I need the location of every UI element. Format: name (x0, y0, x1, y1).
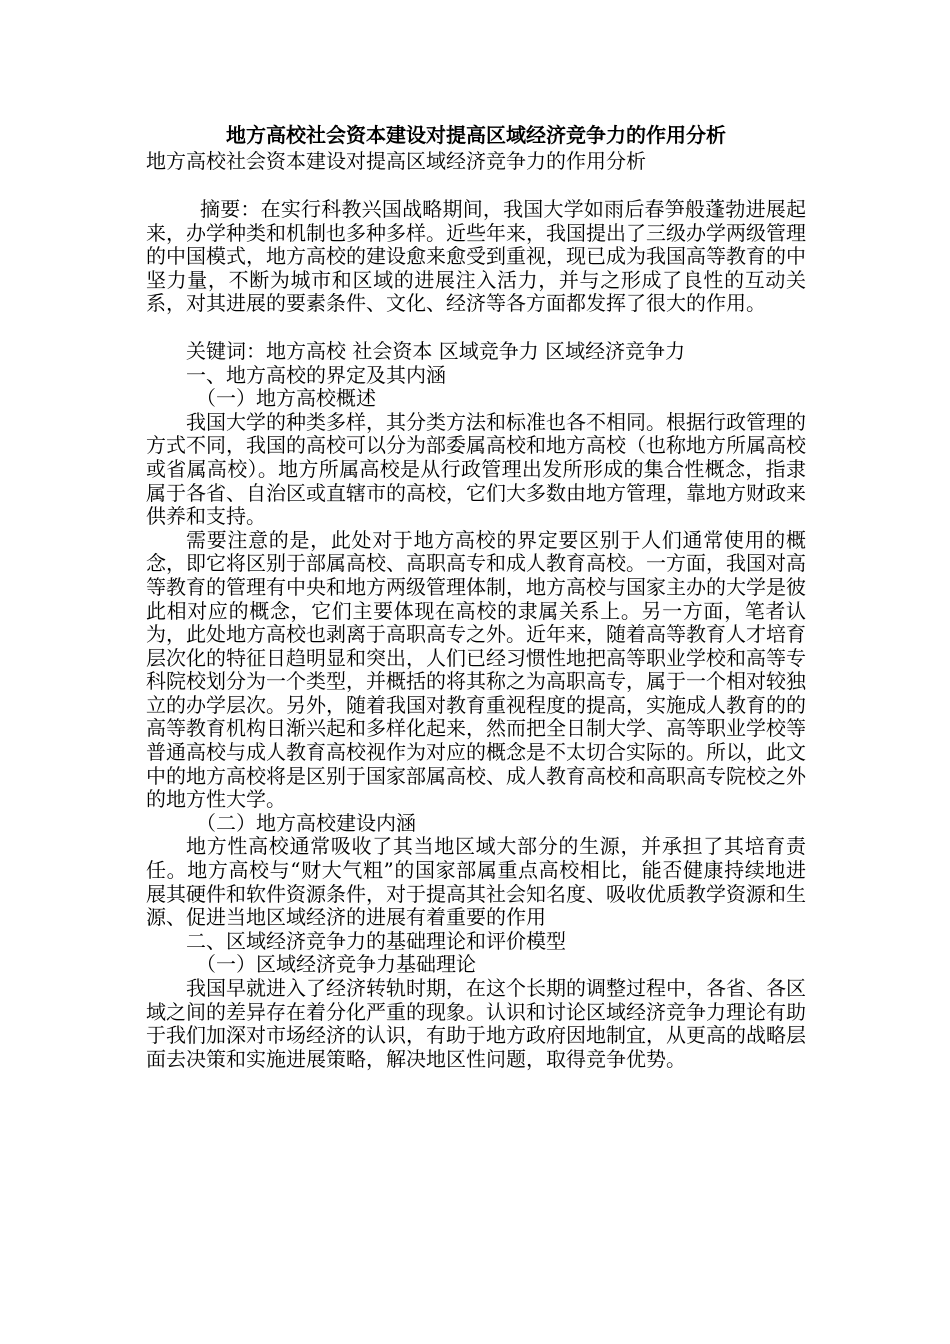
keywords-line: 关键词：地方高校 社会资本 区域竞争力 区域经济竞争力 (186, 338, 686, 363)
section-2-heading: 二、区域经济竞争力的基础理论和评价模型 (186, 928, 566, 953)
section-1-1-heading: （一）地方高校概述 (196, 386, 376, 411)
spacer (146, 316, 806, 340)
document-subtitle: 地方高校社会资本建设对提高区域经济竞争力的作用分析 (146, 149, 646, 173)
section-1-2-paragraph-1: 地方性高校通常吸收了其当地区域大部分的生源，并承担了其培育责任。地方高校与“财大气粗”的国家部属重点高校相比，能否健康持续地进展其硬件和软件资源条件，对于提高其社会知名度、吸收优质教学资源和生源、促进当地区域经济的进展有着重要的作用 (146, 834, 806, 930)
section-1-heading: 一、地方高校的界定及其内涵 (186, 362, 446, 387)
section-2-1-heading: （一）区域经济竞争力基础理论 (196, 952, 476, 977)
document-body (146, 122, 806, 1071)
spacer (146, 174, 806, 198)
document-title: 地方高校社会资本建设对提高区域经济竞争力的作用分析 (226, 123, 726, 147)
section-1-1-paragraph-1: 我国大学的种类多样，其分类方法和标准也各不相同。根据行政管理的方式不同，我国的高校可以分为部委属高校和地方高校（也称地方所属高校或省属高校）。地方所属高校是从行政管理出发所形成的集合性概念，指隶属于各省、自治区或直辖市的高校，它们大多数由地方管理，靠地方财政来供养和支持。 (146, 409, 806, 529)
section-1-2-heading: （二）地方高校建设内涵 (196, 810, 416, 835)
section-1-1-paragraph-2: 需要注意的是，此处对于地方高校的界定要区别于人们通常使用的概念，即它将区别于部属高校、高职高专和成人教育高校。一方面，我国对高等教育的管理有中央和地方两级管理体制，地方高校与国家主办的大学是彼此相对应的概念，它们主要体现在高校的隶属关系上。另一方面，笔者认为，此处地方高校也剥离于高职高专之外。近年来，随着高等教育人才培育层次化的特征日趋明显和突出，人们已经习惯性地把高等职业学校和高等专科院校划分为一个类型，并概括的将其称之为高职高专，属于一个相对较独立的办学层次。另外，随着我国对教育重视程度的提高，实施成人教育的的高等教育机构日渐兴起和多样化起来，然而把全日制大学、高等职业学校等普通高校与成人教育高校视作为对应的概念是不太切合实际的。所以，此文中的地方高校将是区别于国家部属高校、成人教育高校和高职高专院校之外的地方性大学。 (146, 527, 806, 812)
abstract-paragraph: 摘要：在实行科教兴国战略期间，我国大学如雨后春笋般蓬勃进展起来，办学种类和机制也多种多样。近些年来，我国提出了三级办学两级管理的中国模式，地方高校的建设愈来愈受到重视，现已成为我国高等教育的中坚力量，不断为城市和区域的进展注入活力，并与之形成了良性的互动关系，对其进展的要素条件、文化、经济等各方面都发挥了很大的作用。 (146, 197, 806, 316)
section-2-1-paragraph-1: 我国早就进入了经济转轨时期，在这个长期的调整过程中，各省、各区域之间的差异存在着分化严重的现象。认识和讨论区域经济竞争力理论有助于我们加深对市场经济的认识，有助于地方政府因地制宜，从更高的战略层面去决策和实施进展策略，解决地区性问题，取得竞争优势。 (146, 976, 806, 1071)
